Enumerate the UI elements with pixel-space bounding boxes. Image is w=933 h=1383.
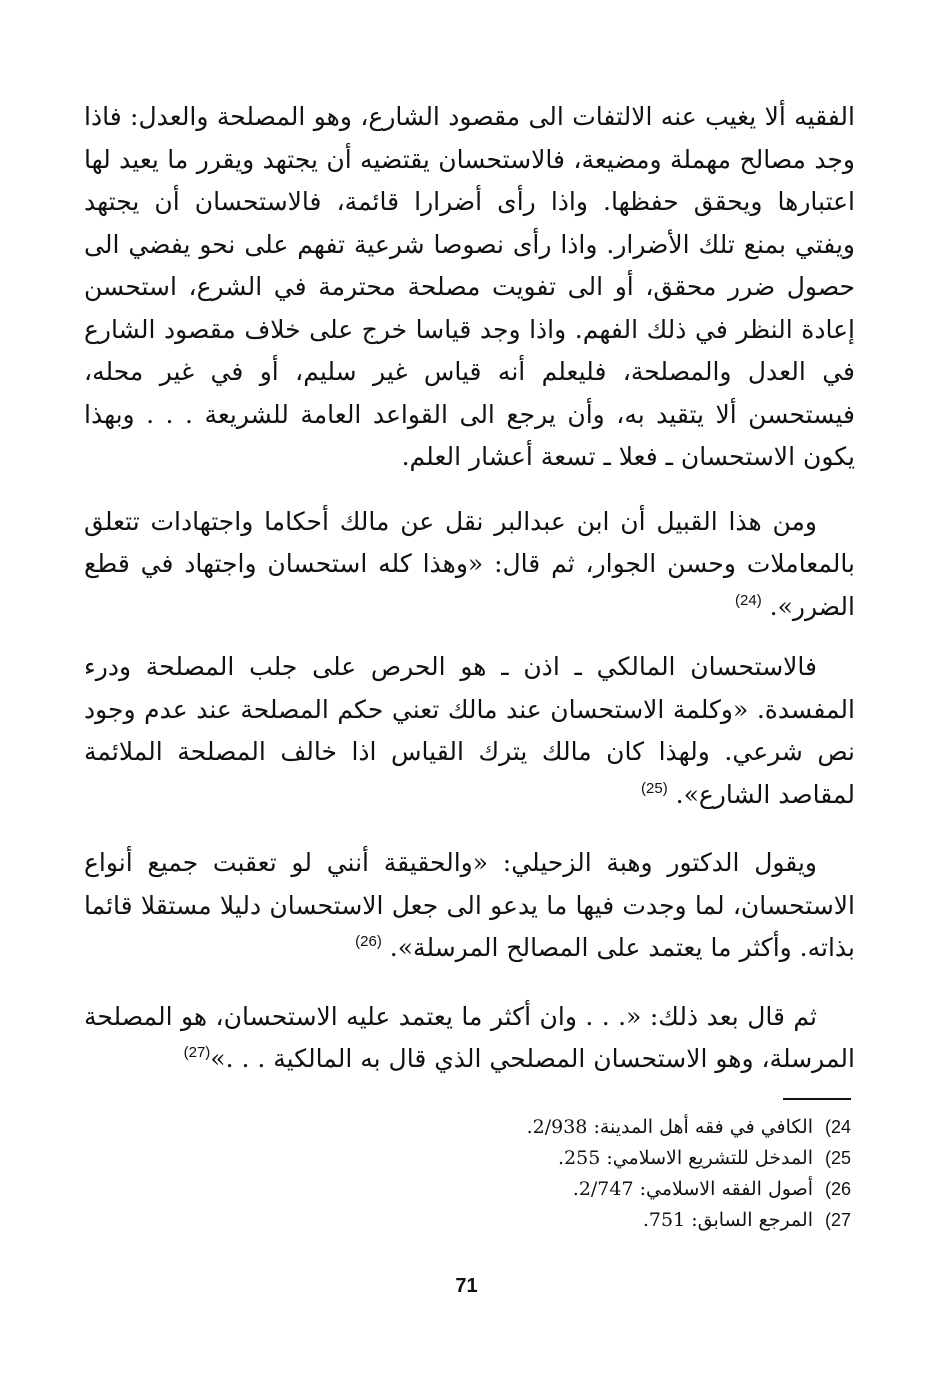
- body-text: [84, 96, 855, 1081]
- page-number: 71: [455, 1275, 478, 1297]
- paragraph: [84, 96, 855, 479]
- footnote-item: [351, 1205, 851, 1236]
- footnote-number: 27): [824, 1210, 851, 1230]
- footnote-text: المرجع السابق: 751.: [642, 1209, 813, 1231]
- footnote-item: [351, 1174, 851, 1205]
- paragraph: [84, 646, 855, 816]
- footnote-reference: (27): [183, 1044, 211, 1061]
- footnote-reference: (25): [641, 779, 668, 797]
- paragraph: [84, 842, 855, 970]
- paragraph: [84, 501, 855, 629]
- footnote-text: المدخل للتشريع الاسلامي: 255.: [557, 1147, 813, 1169]
- footnotes: [351, 1112, 851, 1236]
- footnote-number: 25): [824, 1148, 851, 1168]
- paragraph-text: ومن هذا القبيل أن ابن عبدالبر نقل عن مالك أحكاما واجتهادات تتعلق بالمعاملات وحسن الجوار، ثم قال: «وهذا كله استحسان واجتهاد في قطع الضرر».: [84, 506, 855, 621]
- footnote-number: 26): [824, 1179, 851, 1199]
- footnote-reference: (26): [355, 933, 382, 950]
- footnote-reference: (24): [735, 591, 762, 609]
- paragraph-text: ثم قال بعد ذلك: «. . . وان أكثر ما يعتمد عليه الاستحسان، هو المصلحة المرسلة، وهو الاستحسان المصلحي الذي قال به المالكية . . .»: [84, 1001, 855, 1073]
- paragraph-text: الفقيه ألا يغيب عنه الالتفات الى مقصود الشارع، وهو المصلحة والعدل: فاذا وجد مصالح مهملة ومضيعة، فالاستحسان يقتضيه أن يجتهد ويقرر ما يعيد لها اعتبارها ويحقق حفظها. واذا رأى أضرارا قائمة، فالاستحسان أن يجتهد ويفتي بمنع تلك الأضرار. واذا رأى نصوصا شرعية تفهم على نحو يفضي الى حصول ضرر محقق، أو الى تفويت مصلحة محترمة في الشرع، استحسن إعادة النظر في ذلك الفهم. واذا وجد قياسا خرج على خلاف مقصود الشارع في العدل والمصلحة، فليعلم أنه قياس غير سليم، أو في غير محله، فيستحسن ألا يتقيد به، وأن يرجع الى القواعد العامة للشريعة . . . وبهذا يكون الاستحسان ـ فعلا ـ تسعة أعشار العلم.: [84, 102, 855, 471]
- footnote-number: 24): [824, 1117, 851, 1137]
- footnote-item: [351, 1143, 851, 1174]
- footnote-text: الكافي في فقه أهل المدينة: 2/938.: [526, 1116, 813, 1138]
- paragraph-text: فالاستحسان المالكي ـ اذن ـ هو الحرص على جلب المصلحة ودرء المفسدة. «وكلمة الاستحسان عند مالك تعني حكم المصلحة عند عدم وجود نص شرعي. ولهذا كان مالك يترك القياس اذا خالف المصلحة الملائمة لمقاصد الشارع».: [84, 652, 855, 809]
- footnote-text: أصول الفقه الاسلامي: 2/747.: [572, 1178, 813, 1200]
- paragraph: [84, 996, 855, 1081]
- paragraph-text: ويقول الدكتور وهبة الزحيلي: «والحقيقة أنني لو تعقبت جميع أنواع الاستحسان، لما وجدت فيها ما يدعو الى جعل الاستحسان دليلا مستقلا قائما بذاته. وأكثر ما يعتمد على المصالح المرسلة».: [84, 848, 855, 962]
- footnote-divider: [783, 1098, 851, 1100]
- footnote-item: [351, 1112, 851, 1143]
